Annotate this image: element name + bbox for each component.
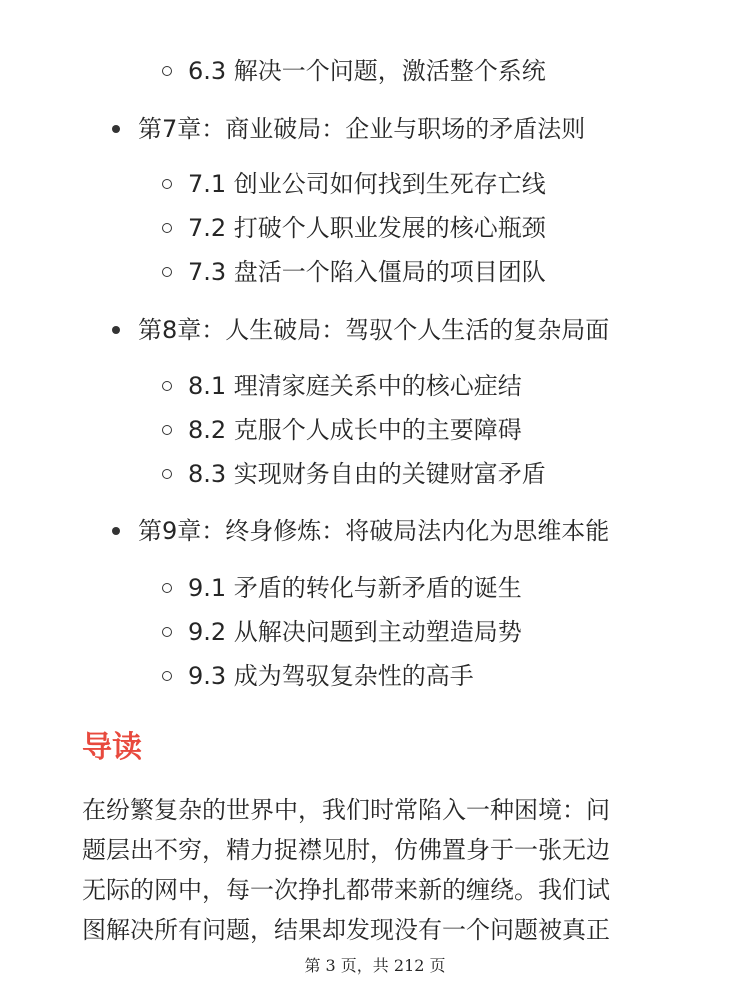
paragraph-line: 题层出不穷，精力捉襟见肘，仿佛置身于一张无边	[82, 836, 610, 864]
toc-item-label: 8.2 克服个人成长中的主要障碍	[188, 416, 522, 444]
toc-item-label: 8.1 理清家庭关系中的核心症结	[188, 372, 522, 400]
toc-chapter-7	[112, 114, 585, 144]
disc-bullet-icon	[112, 125, 120, 133]
toc-item-label: 第9章：终身修炼：将破局法内化为思维本能	[138, 517, 610, 545]
circle-bullet-icon	[162, 381, 172, 391]
toc-chapter-8	[112, 315, 609, 345]
circle-bullet-icon	[162, 267, 172, 277]
toc-item-label: 7.2 打破个人职业发展的核心瓶颈	[188, 214, 546, 242]
toc-subsection-7-2	[162, 213, 546, 243]
toc-item-label: 7.1 创业公司如何找到生死存亡线	[188, 170, 546, 198]
disc-bullet-icon	[112, 527, 120, 535]
paragraph-line: 图解决所有问题，结果却发现没有一个问题被真正	[82, 916, 610, 944]
toc-subsection-7-1	[162, 169, 546, 199]
body-paragraph	[82, 790, 672, 950]
page-number-footer: 第 3 页，共 212 页	[304, 956, 446, 975]
toc-subsection-7-3	[162, 257, 546, 287]
toc-item-label: 6.3 解决一个问题，激活整个系统	[188, 57, 546, 85]
circle-bullet-icon	[162, 627, 172, 637]
circle-bullet-icon	[162, 583, 172, 593]
toc-item-label: 7.3 盘活一个陷入僵局的项目团队	[188, 258, 546, 286]
disc-bullet-icon	[112, 326, 120, 334]
circle-bullet-icon	[162, 66, 172, 76]
toc-item-label: 9.3 成为驾驭复杂性的高手	[188, 662, 474, 690]
toc-subsection-9-2	[162, 617, 522, 647]
toc-subsection-8-3	[162, 459, 546, 489]
toc-item-label: 第8章：人生破局：驾驭个人生活的复杂局面	[138, 316, 610, 344]
paragraph-line: 无际的网中，每一次挣扎都带来新的缠绕。我们试	[82, 876, 610, 904]
circle-bullet-icon	[162, 425, 172, 435]
toc-subsection-8-2	[162, 415, 522, 445]
paragraph-line: 在纷繁复杂的世界中，我们时常陷入一种困境：问	[82, 796, 610, 824]
toc-item-label: 9.2 从解决问题到主动塑造局势	[188, 618, 522, 646]
circle-bullet-icon	[162, 671, 172, 681]
toc-item-label: 9.1 矛盾的转化与新矛盾的诞生	[188, 574, 522, 602]
circle-bullet-icon	[162, 469, 172, 479]
toc-item-label: 第7章：商业破局：企业与职场的矛盾法则	[138, 115, 586, 143]
section-heading: 导读	[82, 730, 142, 765]
toc-item-label: 8.3 实现财务自由的关键财富矛盾	[188, 460, 546, 488]
toc-subsection-9-1	[162, 573, 522, 603]
toc-subsection-8-1	[162, 371, 522, 401]
toc-chapter-9	[112, 516, 609, 546]
toc-subsection-6-3	[162, 56, 546, 86]
toc-subsection-9-3	[162, 661, 474, 691]
circle-bullet-icon	[162, 179, 172, 189]
circle-bullet-icon	[162, 223, 172, 233]
